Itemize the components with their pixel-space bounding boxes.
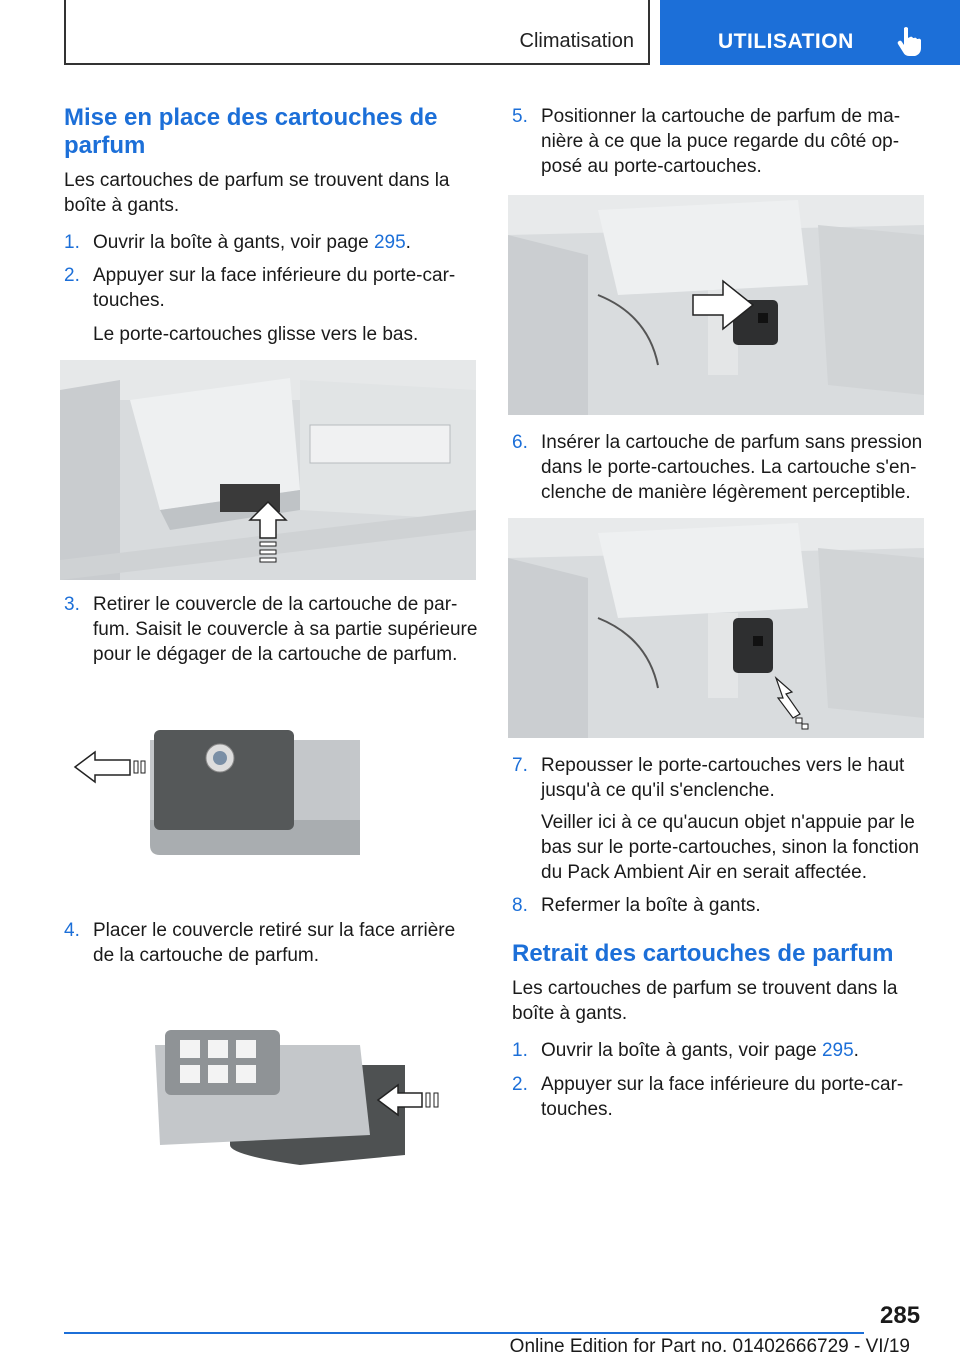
step-7-note: Veiller ici à ce qu'aucun objet n'appuie par le bas sur le porte-cartouches, sinon la fonction du Pack Ambient Air en serait affectée. xyxy=(541,812,920,883)
figure-insert-cartridge xyxy=(508,518,924,738)
step-2: 2. Appuyer sur la face inférieure du porte-cartouches. xyxy=(64,265,456,311)
step-number: 7. xyxy=(512,755,528,776)
step-number: 2. xyxy=(512,1074,528,1095)
figure-position-cartridge xyxy=(508,195,924,415)
footer-edition: Online Edition for Part no. 01402666729 - VI/19 xyxy=(509,1336,910,1357)
pointing-hand-icon xyxy=(896,26,924,56)
section-title: Climatisation xyxy=(519,30,634,52)
intro-paragraph: Les cartouches de parfum se trouvent dans la boîte à gants. xyxy=(64,170,450,216)
step-number: 4. xyxy=(64,920,80,941)
step-number: 6. xyxy=(512,432,528,453)
page-link-295[interactable]: 295 xyxy=(373,232,406,253)
heading-insert-cartridges: Mise en place des cartouches de parfum xyxy=(64,104,438,159)
chapter-title: UTILISATION xyxy=(718,30,854,53)
footer-divider xyxy=(64,1332,864,1334)
step-5: 5. Positionner la cartouche de parfum de manière à ce que la puce regarde du côté opposé au porte-cartouches. xyxy=(512,106,901,177)
figure-glovebox-press xyxy=(60,360,476,580)
header-section-box xyxy=(64,0,650,65)
remove-step-2: 2. Appuyer sur la face inférieure du porte-cartouches. xyxy=(512,1074,904,1120)
step-1: 1. Ouvrir la boîte à gants, voir page 295. xyxy=(64,232,411,253)
page-link-295[interactable]: 295 xyxy=(821,1040,854,1061)
step-6: 6. Insérer la cartouche de parfum sans pression dans le porte-cartouches. La cartouche s'enclenche de manière légèrement perceptible. xyxy=(512,432,923,503)
page-number: 285 xyxy=(880,1302,921,1329)
step-2-note: Le porte-cartouches glisse vers le bas. xyxy=(93,324,419,345)
step-number: 1. xyxy=(512,1040,528,1061)
chapter-tab[interactable] xyxy=(660,0,960,65)
step-number: 2. xyxy=(64,265,80,286)
step-8: 8. Refermer la boîte à gants. xyxy=(512,895,761,916)
step-number: 8. xyxy=(512,895,528,916)
figure-remove-cover xyxy=(70,720,370,865)
step-4: 4. Placer le couvercle retiré sur la face arrière de la cartouche de parfum. xyxy=(64,920,456,966)
remove-step-1: 1. Ouvrir la boîte à gants, voir page 295. xyxy=(512,1040,859,1061)
step-7: 7. Repousser le porte-cartouches vers le haut jusqu'à ce qu'il s'enclenche. xyxy=(512,755,905,801)
heading-remove-cartridges: Retrait des cartouches de parfum xyxy=(512,940,894,967)
intro-paragraph-2: Les cartouches de parfum se trouvent dans la boîte à gants. xyxy=(512,978,898,1024)
figure-place-cover xyxy=(150,1025,450,1170)
step-number: 1. xyxy=(64,232,80,253)
step-number: 5. xyxy=(512,106,528,127)
step-3: 3. Retirer le couvercle de la cartouche de parfum. Saisit le couvercle à sa partie supérieure pour le dégager de la cartouche de parfum. xyxy=(64,594,478,665)
step-number: 3. xyxy=(64,594,80,615)
